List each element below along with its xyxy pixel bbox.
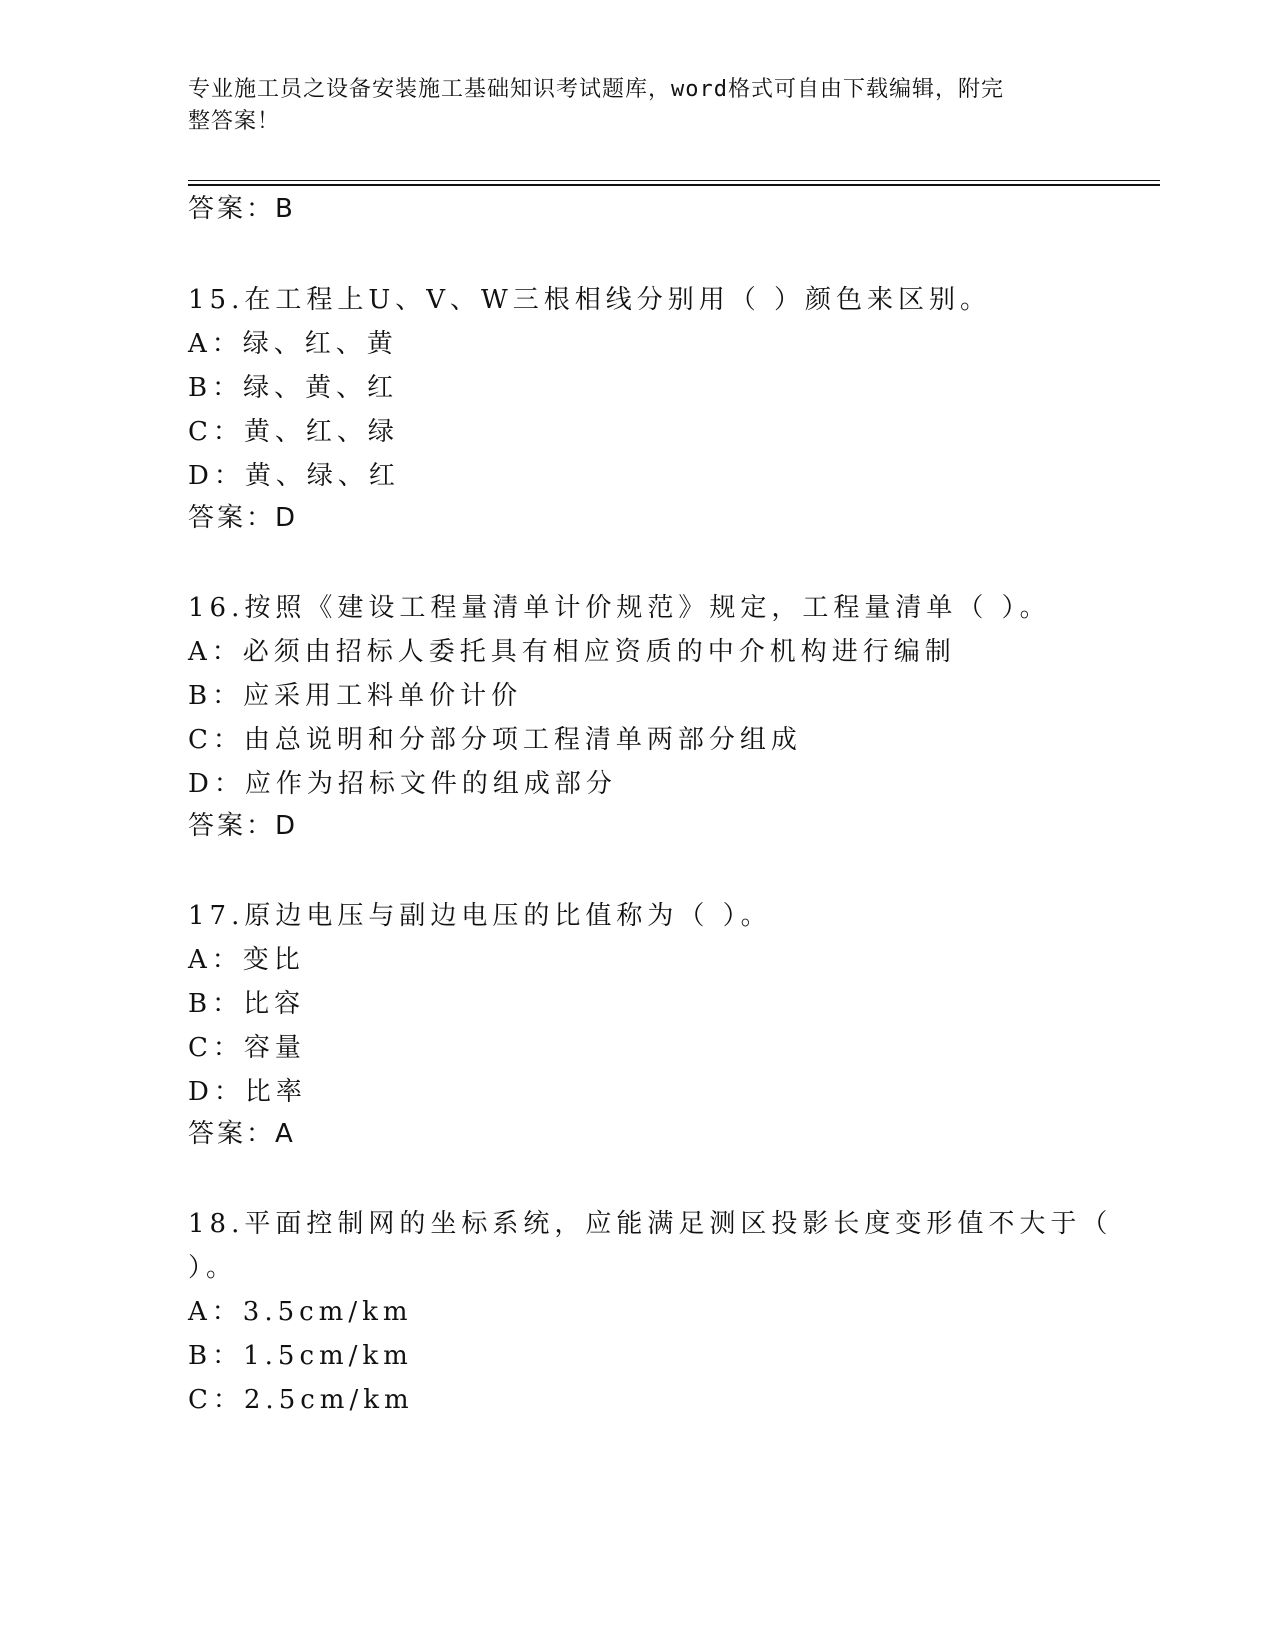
header-line-1: 专业施工员之设备安装施工基础知识考试题库，word格式可自由下载编辑，附完 — [188, 77, 1004, 102]
question-17-option-c: C：容量 — [188, 1033, 306, 1063]
answer-line: 答案：B — [188, 194, 296, 224]
question-15-stem: 15.在工程上U、V、W三根相线分别用（ ）颜色来区别。 — [188, 285, 992, 315]
question-17-option-a: A：变比 — [188, 945, 305, 975]
question-15-option-c: C：黄、红、绿 — [188, 417, 399, 447]
question-16-option-b: B：应采用工料单价计价 — [188, 681, 523, 711]
question-17-stem: 17.原边电压与副边电压的比值称为（ ）。 — [188, 901, 772, 931]
question-17-option-b: B：比容 — [188, 989, 306, 1019]
header-divider-thin — [188, 180, 1160, 181]
question-18-option-b: B：1.5cm/km — [188, 1341, 413, 1371]
question-15-option-b: B：绿、黄、红 — [188, 373, 399, 403]
question-17-option-d: D：比率 — [188, 1077, 307, 1107]
question-18-stem-line-2: ）。 — [188, 1253, 238, 1283]
question-15-option-d: D：黄、绿、红 — [188, 461, 400, 491]
question-17-answer: 答案：A — [188, 1119, 296, 1149]
question-16-option-c: C：由总说明和分部分项工程清单两部分组成 — [188, 725, 802, 755]
question-18-stem-line-1: 18.平面控制网的坐标系统，应能满足测区投影长度变形值不大于（ — [188, 1209, 1113, 1239]
document-header — [188, 74, 1068, 138]
question-16-option-a: A：必须由招标人委托具有相应资质的中介机构进行编制 — [188, 637, 956, 667]
question-15-option-a: A：绿、红、黄 — [188, 329, 398, 359]
question-16-answer: 答案：D — [188, 811, 299, 841]
question-16-stem: 16.按照《建设工程量清单计价规范》规定，工程量清单（ ）。 — [188, 593, 1051, 623]
question-16-option-d: D：应作为招标文件的组成部分 — [188, 769, 617, 799]
question-15-answer: 答案：D — [188, 503, 299, 533]
header-line-2: 整答案！ — [188, 109, 281, 134]
question-18-option-a: A：3.5cm/km — [188, 1297, 413, 1327]
question-18-option-c: C：2.5cm/km — [188, 1385, 414, 1415]
header-divider-thick — [188, 184, 1160, 186]
